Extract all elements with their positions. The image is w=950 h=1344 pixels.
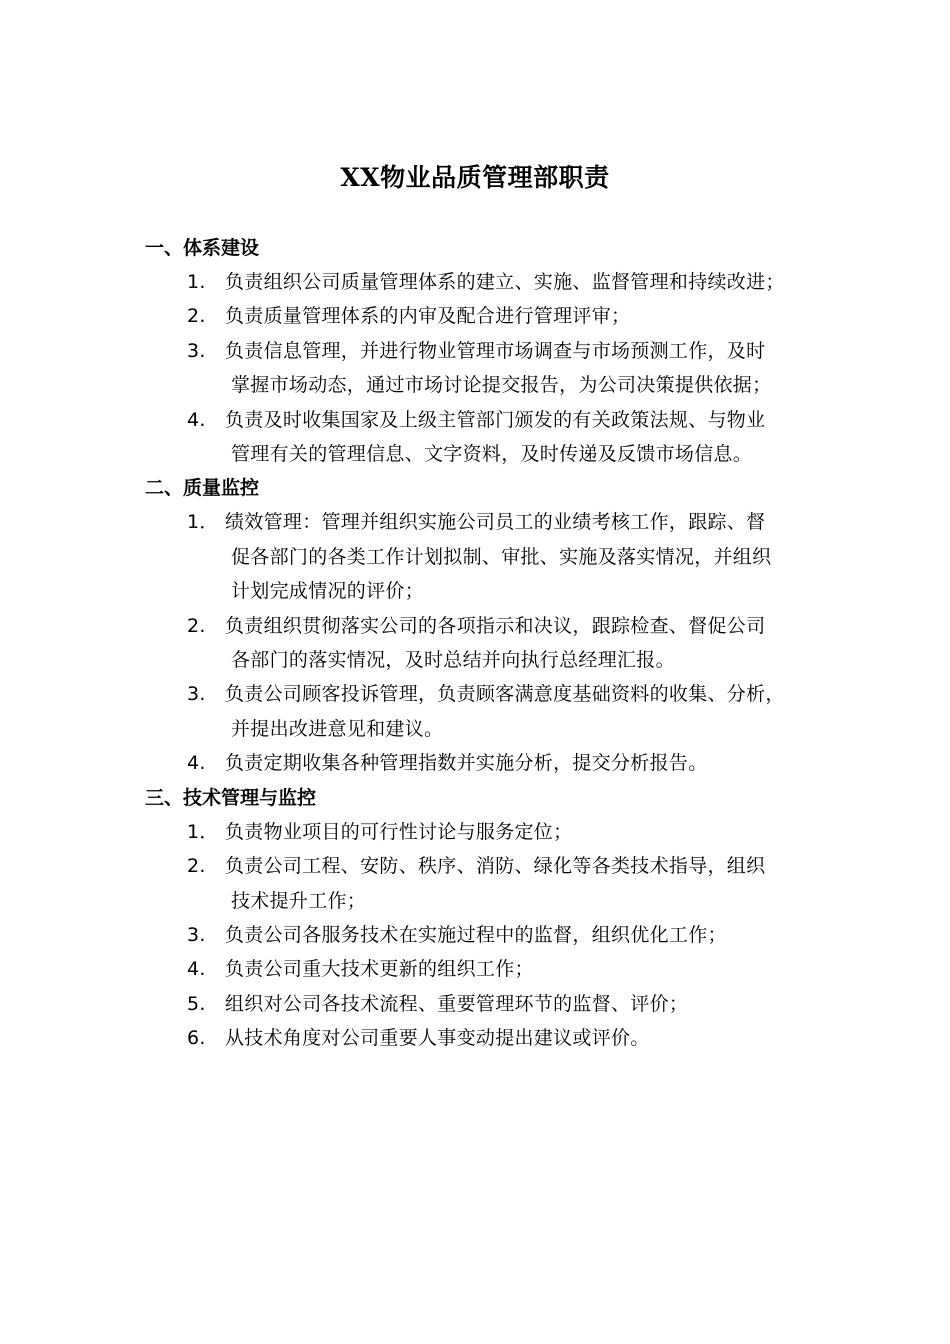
item-text-line: 技术提升工作； <box>231 889 367 912</box>
item-text-line: 管理有关的管理信息、文字资料，及时传递及反馈市场信息。 <box>231 443 753 466</box>
item-text <box>223 677 835 746</box>
item-text <box>223 815 835 849</box>
item-number: 5. <box>187 992 206 1015</box>
item-text-line: 各部门的落实情况，及时总结并向执行总经理汇报。 <box>231 649 675 672</box>
item-text <box>223 265 835 299</box>
item-text-line: 负责信息管理，并进行物业管理市场调查与市场预测工作，及时 <box>225 339 766 362</box>
item-text <box>223 746 835 780</box>
item-text <box>223 299 835 333</box>
item-number: 4. <box>187 752 206 775</box>
item-number: 3. <box>187 683 206 706</box>
document-title: XX物业品质管理部职责 <box>340 163 610 192</box>
item-text-line: 负责质量管理体系的内审及配合进行管理评审； <box>225 305 631 328</box>
item-text-line: 掌握市场动态，通过市场讨论提交报告，为公司决策提供依据； <box>231 374 772 397</box>
item-number: 4. <box>187 958 206 981</box>
item-text-line: 绩效管理：管理并组织实施公司员工的业绩考核工作，跟踪、督 <box>225 511 766 534</box>
list-item <box>145 677 835 746</box>
list-item <box>145 265 835 299</box>
item-text <box>223 505 835 608</box>
item-number: 3. <box>187 923 206 946</box>
section-heading: 一、体系建设 <box>145 237 260 259</box>
item-text-line: 从技术角度对公司重要人事变动提出建议或评价。 <box>225 1027 650 1050</box>
list-item <box>145 1021 835 1055</box>
item-text <box>223 987 835 1021</box>
section-heading: 三、技术管理与监控 <box>145 786 317 809</box>
document-body <box>145 231 835 1056</box>
list-item <box>145 849 835 918</box>
list-item <box>145 334 835 403</box>
list-item <box>145 987 835 1021</box>
item-text <box>223 609 835 678</box>
item-number: 2. <box>187 855 206 878</box>
item-number: 3. <box>187 339 206 362</box>
item-text-line: 组织对公司各技术流程、重要管理环节的监督、评价； <box>225 992 689 1015</box>
item-number: 1． <box>187 820 219 843</box>
item-number: 1． <box>187 511 219 534</box>
list-item <box>145 403 835 472</box>
list-item <box>145 952 835 986</box>
item-text-line: 并提出改进意见和建议。 <box>231 717 444 740</box>
item-text <box>223 1021 835 1055</box>
list-item <box>145 299 835 333</box>
item-text-line: 负责公司重大技术更新的组织工作； <box>225 958 534 981</box>
item-number: 2. <box>187 305 206 328</box>
list-item <box>145 918 835 952</box>
item-text-line: 负责组织贯彻落实公司的各项指示和决议，跟踪检查、督促公司 <box>225 614 766 637</box>
item-text-line: 负责公司顾客投诉管理，负责顾客满意度基础资料的收集、分析， <box>225 683 785 706</box>
item-text-line: 负责组织公司质量管理体系的建立、实施、监督管理和持续改进； <box>225 271 785 293</box>
item-text <box>223 403 835 472</box>
list-item <box>145 609 835 678</box>
item-text-line: 负责定期收集各种管理指数并实施分析，提交分析报告。 <box>225 752 708 775</box>
section-heading: 二、质量监控 <box>145 477 260 500</box>
list-item <box>145 505 835 608</box>
item-number: 6. <box>187 1027 206 1050</box>
item-number: 4. <box>187 408 206 431</box>
list-item <box>145 815 835 849</box>
item-text-line: 促各部门的各类工作计划拟制、审批、实施及落实情况，并组织 <box>231 545 772 568</box>
item-text <box>223 849 835 918</box>
item-number: 2. <box>187 614 206 637</box>
item-text-line: 负责物业项目的可行性讨论与服务定位； <box>225 820 573 843</box>
list-item <box>145 746 835 780</box>
item-text-line: 负责公司各服务技术在实施过程中的监督，组织优化工作； <box>225 923 727 946</box>
item-text <box>223 918 835 952</box>
item-text <box>223 952 835 986</box>
item-text-line: 负责及时收集国家及上级主管部门颁发的有关政策法规、与物业 <box>225 408 766 431</box>
item-text-line: 负责公司工程、安防、秩序、消防、绿化等各类技术指导，组织 <box>225 855 766 878</box>
item-text <box>223 334 835 403</box>
item-text-line: 计划完成情况的评价； <box>231 580 425 603</box>
item-number: 1. <box>187 271 206 293</box>
